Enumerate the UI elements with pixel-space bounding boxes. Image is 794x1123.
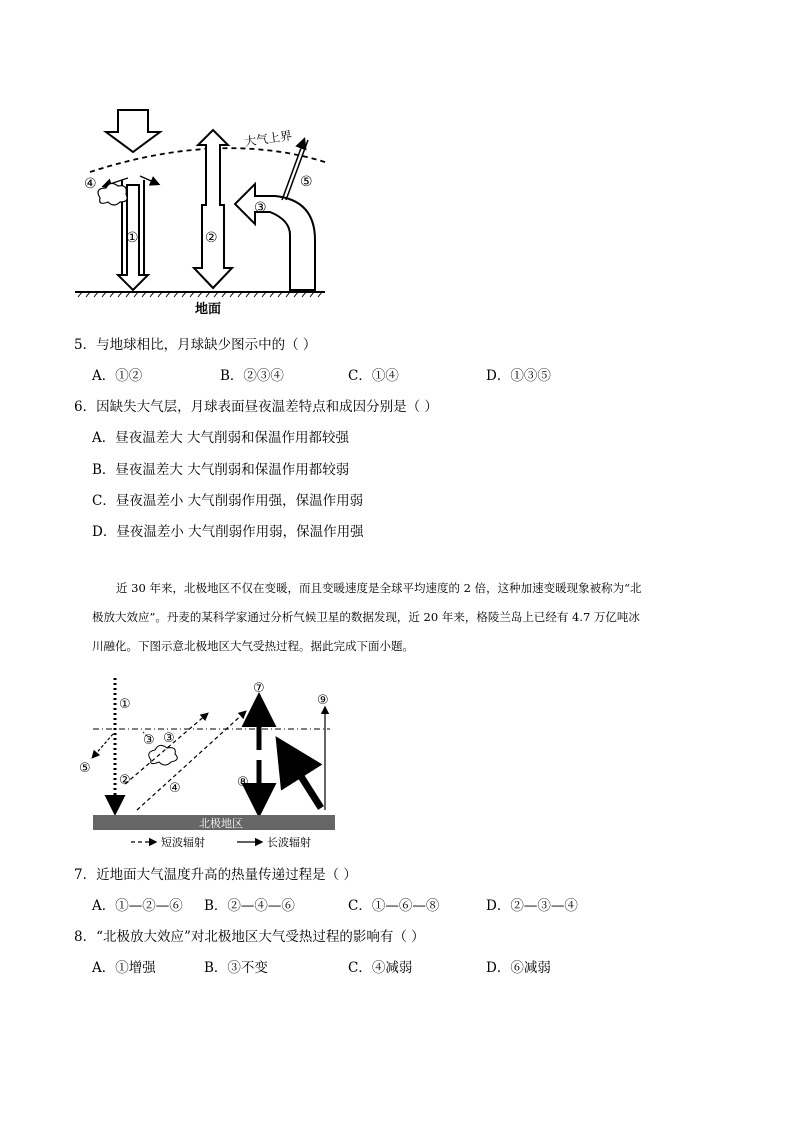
q8-option-a[interactable]: A．①增强 (92, 960, 156, 976)
ground-label: 地面 (195, 302, 222, 317)
f2-circle-1: ① (119, 697, 131, 712)
q5-option-a[interactable]: A．①② (92, 368, 143, 384)
q8-option-c[interactable]: C．④减弱 (348, 960, 413, 976)
f2-circle-7: ⑦ (253, 681, 265, 696)
q7-option-d[interactable]: D．②—③—④ (486, 898, 578, 914)
question-5-stem: 5．与地球相比，月球缺少图示中的（ ） (74, 337, 317, 353)
q5-option-b[interactable]: B．②③④ (220, 368, 284, 384)
q6-option-d[interactable]: D．昼夜温差小 大气削弱作用弱，保温作用强 (92, 524, 364, 540)
question-7-stem: 7．近地面大气温度升高的热量传递过程是（ ） (74, 867, 357, 883)
question-8-stem: 8．“北极放大效应”对北极地区大气受热过程的影响有（ ） (74, 929, 425, 945)
f2-circle-5: ⑤ (79, 761, 91, 776)
q5-option-d[interactable]: D．①③⑤ (486, 368, 551, 384)
atmosphere-top-label: 大气上界 (243, 128, 293, 149)
q6-option-b[interactable]: B．昼夜温差大 大气削弱和保温作用都较弱 (92, 462, 350, 478)
q6-option-c[interactable]: C．昼夜温差小 大气削弱作用强，保温作用弱 (92, 493, 364, 509)
incoming-solar-arrow (106, 110, 160, 152)
arrow-5 (282, 140, 304, 200)
circle-1: ① (126, 230, 139, 246)
arrow-3 (235, 184, 315, 290)
passage-line-3: 川融化。下图示意北极地区大气受热过程。据此完成下面小题。 (92, 639, 414, 653)
atmosphere-heating-diagram (70, 100, 340, 320)
f2-circle-3a: ③ (143, 733, 155, 748)
passage-line-2: 极放大效应”。丹麦的某科学家通过分析气候卫星的数据发现，近 20 年来，格陵兰岛上已经有 4.7 万亿吨冰 (92, 610, 640, 624)
arctic-ground-label: 北极地区 (199, 817, 243, 830)
f2-circle-4: ④ (169, 781, 181, 796)
f2-circle-2: ② (119, 773, 131, 788)
passage (92, 574, 732, 661)
circle-3: ③ (254, 200, 267, 216)
question-6-stem: 6．因缺失大气层，月球表面昼夜温差特点和成因分别是（ ） (74, 399, 438, 415)
f2-circle-8: ⑧ (237, 775, 249, 790)
f2-circle-3b: ③ (163, 731, 175, 746)
arrow-5 (93, 734, 113, 757)
arctic-heating-diagram (75, 672, 345, 852)
f2-circle-9: ⑨ (317, 693, 329, 708)
passage-line-1: 近 30 年来，北极地区不仅在变暖，而且变暖速度是全球平均速度的 2 倍，这种加速变暖现象被称为“北 (116, 581, 642, 595)
f2-circle-6: ⑥ (283, 751, 295, 766)
q7-option-a[interactable]: A．①—②—⑥ (92, 898, 183, 914)
q5-option-c[interactable]: C．①④ (348, 368, 399, 384)
circle-5: ⑤ (300, 174, 313, 190)
circle-4: ④ (84, 176, 97, 192)
cloud-icon (149, 745, 178, 765)
q7-option-c[interactable]: C．①—⑥—⑧ (348, 898, 440, 914)
circle-2: ② (205, 230, 218, 246)
q7-option-b[interactable]: B．②—④—⑥ (204, 898, 295, 914)
q8-option-d[interactable]: D．⑥减弱 (486, 960, 551, 976)
legend-short-wave: 短波辐射 (161, 836, 205, 849)
legend-long-wave: 长波辐射 (267, 836, 311, 849)
arrow-2 (194, 130, 232, 288)
q6-option-a[interactable]: A．昼夜温差大 大气削弱和保温作用都较强 (92, 430, 350, 446)
q8-option-b[interactable]: B．③不变 (204, 960, 268, 976)
cloud-icon (98, 183, 127, 205)
